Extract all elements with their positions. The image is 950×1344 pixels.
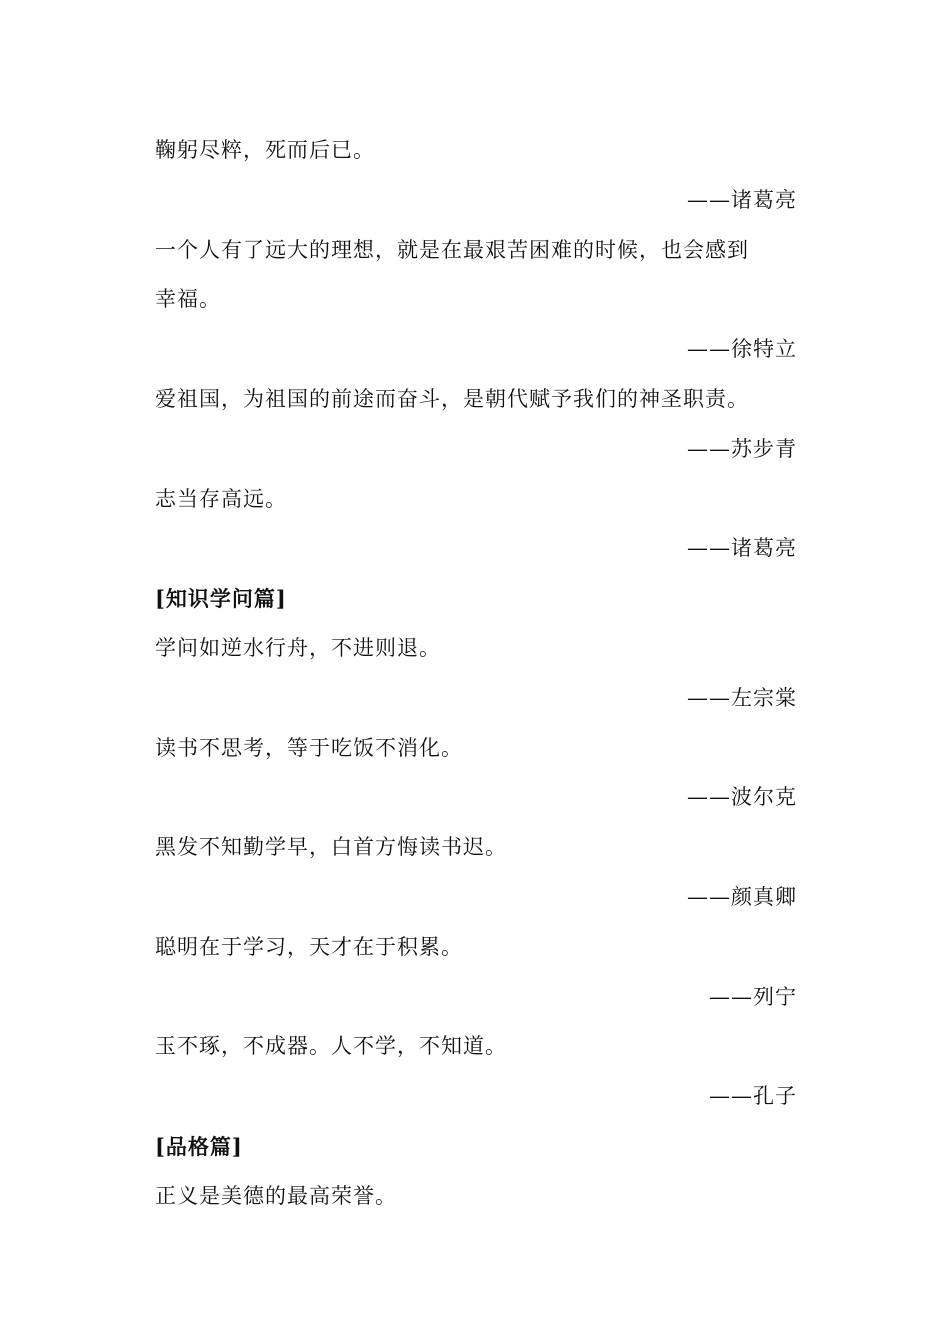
quote-text: 聪明在于学习，天才在于积累。 <box>155 934 463 959</box>
document-content <box>155 126 797 1222</box>
quote-text: 玉不琢，不成器。人不学，不知道。 <box>155 1034 507 1059</box>
quote-author: ——波尔克 <box>687 785 797 810</box>
quote-author: ——孔子 <box>709 1084 797 1109</box>
quote-text: 幸福。 <box>155 287 221 312</box>
quote-text: 爱祖国，为祖国的前途而奋斗，是朝代赋予我们的神圣职责。 <box>155 386 749 411</box>
quote-author: ——列宁 <box>709 984 797 1009</box>
quote-text: 学问如逆水行舟，不进则退。 <box>155 635 441 660</box>
quote-text: 志当存高远。 <box>155 486 287 511</box>
quote-text: 一个人有了远大的理想，就是在最艰苦困难的时候，也会感到 <box>155 237 749 262</box>
quote-author: ——左宗棠 <box>687 685 797 710</box>
quote-text: 鞠躬尽粹，死而后已。 <box>155 138 375 162</box>
quote-text: 读书不思考，等于吃饭不消化。 <box>155 735 463 760</box>
quote-text: 黑发不知勤学早，白首方悔读书迟。 <box>155 835 507 860</box>
section-heading: [知识学问篇] <box>155 586 287 612</box>
quote-author: ——徐特立 <box>687 337 797 362</box>
quote-text: 正义是美德的最高荣誉。 <box>155 1183 397 1208</box>
quote-author: ——颜真卿 <box>687 884 797 909</box>
quote-author: ——苏步青 <box>687 436 797 461</box>
quote-author: ——诸葛亮 <box>687 536 797 561</box>
quote-author: ——诸葛亮 <box>687 187 797 212</box>
section-heading: [品格篇] <box>155 1133 243 1159</box>
